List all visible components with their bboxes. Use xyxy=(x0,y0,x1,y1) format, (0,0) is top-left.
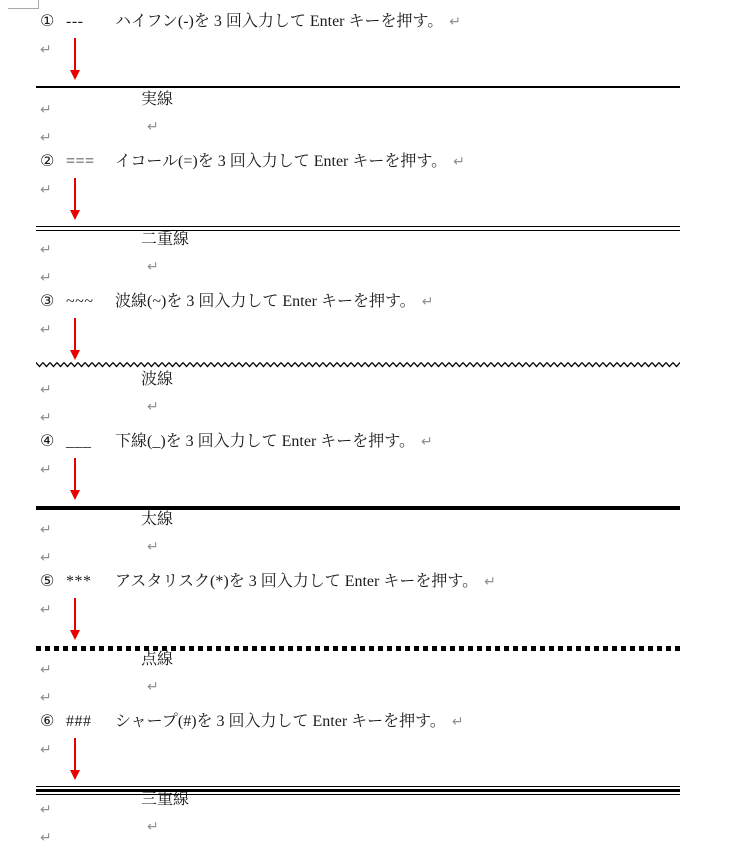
dotted-line xyxy=(36,646,680,651)
instruction-line xyxy=(0,148,739,176)
typed-characters: === xyxy=(66,153,95,170)
typed-characters: ### xyxy=(66,713,92,730)
instruction-line xyxy=(0,8,739,36)
instruction-text: ハイフン(-)を 3 回入力して Enter キーを押す。 xyxy=(115,13,444,30)
double-line xyxy=(36,226,680,231)
paragraph-mark: ↵ xyxy=(40,130,52,146)
paragraph-mark: ↵ xyxy=(40,242,52,258)
tutorial-step-1 xyxy=(0,8,739,148)
paragraph-mark: ↵ xyxy=(40,690,52,706)
step-number: ⑤ xyxy=(40,573,55,590)
instruction-text: 波線(~)を 3 回入力して Enter キーを押す。 xyxy=(115,293,416,310)
step-number: ④ xyxy=(40,433,55,450)
empty-paragraph xyxy=(0,516,739,544)
step-number: ① xyxy=(40,13,55,30)
paragraph-mark: ↵ xyxy=(40,522,52,538)
paragraph-mark: ↵ xyxy=(147,679,159,695)
line-type-label: 点線 xyxy=(141,651,174,668)
instruction-line xyxy=(0,428,739,456)
result-label-line xyxy=(0,59,739,135)
paragraph-mark: ↵ xyxy=(40,382,52,398)
tutorial-step-4 xyxy=(0,428,739,568)
instruction-text: アスタリスク(*)を 3 回入力して Enter キーを押す。 xyxy=(115,573,479,590)
empty-paragraph xyxy=(0,796,739,824)
paragraph-mark: ↵ xyxy=(484,574,496,590)
triple-line xyxy=(36,786,680,795)
typed-characters: ___ xyxy=(66,433,92,450)
paragraph-mark: ↵ xyxy=(40,182,52,198)
step-number: ③ xyxy=(40,293,55,310)
tutorial-step-2 xyxy=(0,148,739,288)
paragraph-mark: ↵ xyxy=(453,154,465,170)
empty-paragraph xyxy=(0,656,739,684)
empty-paragraph xyxy=(0,376,739,404)
wavy-line xyxy=(36,361,680,369)
solid-line xyxy=(36,86,680,88)
typed-characters: *** xyxy=(66,573,92,590)
result-label-line xyxy=(0,479,739,555)
paragraph-mark: ↵ xyxy=(40,830,52,846)
instruction-text: 下線(_)を 3 回入力して Enter キーを押す。 xyxy=(115,433,416,450)
empty-paragraph xyxy=(0,236,739,264)
step-number: ② xyxy=(40,153,55,170)
line-type-label: 太線 xyxy=(141,511,174,528)
paragraph-mark: ↵ xyxy=(40,410,52,426)
paragraph-mark: ↵ xyxy=(147,119,159,135)
typed-characters: --- xyxy=(66,13,84,30)
paragraph-mark: ↵ xyxy=(40,662,52,678)
tutorial-step-3 xyxy=(0,288,739,428)
line-type-label: 二重線 xyxy=(141,231,190,248)
tutorial-step-5 xyxy=(0,568,739,708)
paragraph-mark: ↵ xyxy=(40,42,52,58)
typed-characters: ~~~ xyxy=(66,293,94,310)
instruction-line xyxy=(0,568,739,596)
line-type-label: 三重線 xyxy=(141,791,190,808)
paragraph-mark: ↵ xyxy=(40,742,52,758)
result-label-line xyxy=(0,199,739,275)
paragraph-mark: ↵ xyxy=(421,294,434,310)
paragraph-mark: ↵ xyxy=(40,802,52,818)
paragraph-mark: ↵ xyxy=(147,259,159,275)
result-label-line xyxy=(0,759,739,835)
paragraph-mark: ↵ xyxy=(40,602,52,618)
tutorial-step-6 xyxy=(0,708,739,848)
paragraph-mark: ↵ xyxy=(40,102,52,118)
instruction-line xyxy=(0,288,739,316)
paragraph-mark: ↵ xyxy=(147,399,159,415)
paragraph-mark: ↵ xyxy=(451,714,464,730)
paragraph-mark: ↵ xyxy=(40,462,52,478)
paragraph-mark: ↵ xyxy=(147,819,159,835)
step-number: ⑥ xyxy=(40,713,55,730)
instruction-text: イコール(=)を 3 回入力して Enter キーを押す。 xyxy=(115,153,448,170)
thick-line xyxy=(36,506,680,510)
paragraph-mark: ↵ xyxy=(40,550,52,566)
paragraph-mark: ↵ xyxy=(147,539,159,555)
paragraph-mark: ↵ xyxy=(449,14,461,30)
paragraph-mark: ↵ xyxy=(421,434,433,450)
empty-paragraph xyxy=(0,96,739,124)
instruction-line xyxy=(0,708,739,736)
result-label-line xyxy=(0,619,739,695)
instruction-text: シャープ(#)を 3 回入力して Enter キーを押す。 xyxy=(115,713,446,730)
paragraph-mark: ↵ xyxy=(40,270,52,286)
line-type-label: 実線 xyxy=(141,91,174,108)
paragraph-mark: ↵ xyxy=(40,322,52,338)
line-type-label: 波線 xyxy=(141,371,174,388)
empty-paragraph xyxy=(0,824,739,852)
